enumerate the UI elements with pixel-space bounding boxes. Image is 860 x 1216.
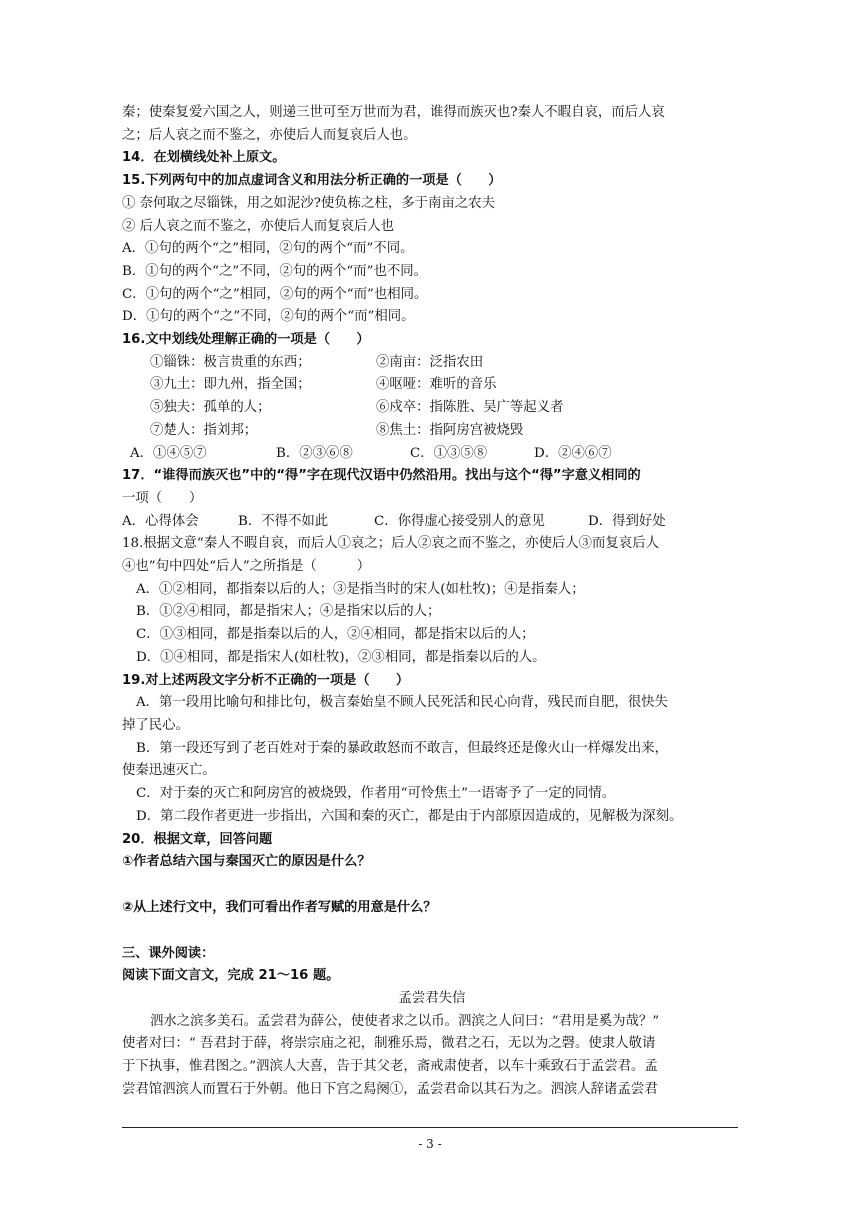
q17-option-d: D．得到好处 [588, 513, 666, 529]
q20-sub-2: ②从上述行文中，我们可看出作者写赋的用意是什么？ [122, 899, 437, 915]
q15-option-b: B．①句的两个“之”不同，②句的两个“而”也不同。 [122, 263, 428, 279]
q16-item: ①锱铢：极言贵重的东西； [150, 354, 311, 370]
q15-option-d: D．①句的两个“之”不同，②句的两个“而”相同。 [122, 309, 415, 325]
q18-option-a: A．①②相同，都指秦以后的人；③是指当时的宋人(如杜牧)；④是指秦人； [136, 581, 585, 597]
q16-item: ⑥戍卒：指陈胜、吴广等起义者 [376, 400, 564, 416]
question-20: 20．根据文章，回答问题 [122, 831, 273, 847]
section-3-intro: 阅读下面文言文，完成 21～16 题。 [122, 968, 340, 984]
q17-options [122, 511, 742, 534]
q16-option-a: A．①④⑤⑦ [130, 445, 207, 461]
q16-item: ②南亩：泛指农田 [376, 354, 484, 370]
question-19: 19.对上述两段文字分析不正确的一项是（ ） [122, 672, 410, 688]
q15-option-c: C．①句的两个“之”相同，②句的两个“而”也相同。 [122, 286, 428, 302]
q16-option-d: D．②④⑥⑦ [534, 445, 612, 461]
question-17: 17．“谁得而族灭也”中的“得”字在现代汉语中仍然沿用。找出与这个“得”字意义相同的 [122, 468, 641, 484]
q16-item: ④呕哑：难听的音乐 [376, 377, 497, 393]
answer-space [122, 920, 742, 943]
answer-space [122, 874, 742, 897]
q16-option-c: C．①③⑤⑧ [410, 445, 488, 461]
passage-line: 泗水之滨多美石。孟尝君为薛公，使使者求之以币。泗滨之人问曰：“君用是奚为哉？” [150, 1013, 660, 1029]
q16-item: ⑤独夫：孤单的人； [150, 400, 271, 416]
q19-option-b-cont: 使秦迅速灭亡。 [122, 763, 216, 779]
q16-options [122, 443, 742, 466]
q18-option-d: D．①④相同，都是指宋人(如杜牧)，②③相同，都是指秦以后的人。 [136, 649, 546, 665]
q19-option-a-cont: 掉了民心。 [122, 717, 189, 733]
q16-row [122, 420, 742, 443]
q16-row [122, 352, 742, 375]
question-14: 14．在划横线处补上原文。 [122, 150, 286, 166]
q16-item: ⑦楚人：指刘邦； [150, 422, 258, 438]
text-line: 秦；使秦复爱六国之人，则递三世可至万世而为君，谁得而族灭也?秦人不暇自哀，而后人哀 [122, 105, 665, 120]
q16-row [122, 374, 742, 397]
q15-option-a: A．①句的两个“之”相同，②句的两个“而”不同。 [122, 241, 414, 257]
q16-row [122, 397, 742, 420]
passage-line: 于下执事，惟君图之。”泗滨人大喜，告于其父老，斋戒肃使者，以车十乘致石于孟尝君。孟 [122, 1059, 658, 1075]
text-line: 之；后人哀之而不鉴之，亦使后人而复哀后人也。 [122, 127, 417, 143]
question-17-cont: 一项（ ） [122, 490, 203, 506]
q19-option-d: D．第二段作者更进一步指出，六国和秦的灭亡，都是由于内部原因造成的，见解极为深刻。 [136, 808, 683, 824]
question-18: 18.根据文意“秦人不暇自哀，而后人①哀之；后人②哀之而不鉴之，亦使后人③而复哀后人 [122, 536, 659, 552]
footer-rule [122, 1127, 738, 1128]
q17-option-a: A．心得体会 [122, 513, 199, 529]
q16-item: ⑧焦土：指阿房宫被烧毁 [376, 422, 524, 438]
q15-sentence-1: ① 奈何取之尽锱铢，用之如泥沙?使负栋之柱，多于南亩之农夫 [122, 195, 495, 211]
section-3-heading: 三、课外阅读： [122, 945, 215, 961]
question-16: 16.文中划线处理解正确的一项是（ ） [122, 332, 370, 348]
q16-option-b: B．②③⑥⑧ [276, 445, 353, 461]
q17-option-b: B．不得不如此 [238, 513, 329, 529]
question-18-cont: ④也”句中四处“后人”之所指是（ ） [122, 559, 371, 575]
passage-line: 使者对曰：“ 吾君封于薛，将崇宗庙之祀，制雅乐焉，微君之石，无以为之磬。使隶人敬请 [122, 1036, 656, 1052]
q19-option-a: A．第一段用比喻句和排比句，极言秦始皇不顾人民死活和民心向背，残民而自肥，很快失 [136, 695, 668, 711]
q17-option-c: C．你得虚心接受别人的意见 [374, 513, 545, 529]
document-page [122, 102, 742, 1102]
q18-option-b: B．①②④相同，都是指宋人；④是指宋以后的人； [136, 604, 441, 620]
page-number: - 3 - [418, 1137, 442, 1151]
passage-title: 孟尝君失信 [398, 991, 466, 1007]
q18-option-c: C．①③相同，都是指秦以后的人，②④相同，都是指宋以后的人； [136, 627, 535, 643]
passage-line: 尝君馆泗滨人而置石于外朝。他日下宫之舄阕①，孟尝君命以其石为之。泗滨人辞诸孟尝君 [122, 1081, 658, 1097]
question-15: 15.下列两句中的加点虚词含义和用法分析正确的一项是（ ） [122, 173, 502, 189]
q20-sub-1: ①作者总结六国与秦国灭亡的原因是什么？ [122, 854, 371, 870]
q19-option-c: C．对于秦的灭亡和阿房宫的被烧毁，作者用“可怜焦土”一语寄予了一定的同情。 [136, 786, 616, 802]
q15-sentence-2: ② 后人哀之而不鉴之，亦使后人而复哀后人也 [122, 218, 395, 234]
q16-item: ③九土：即九州，指全国； [150, 377, 311, 393]
q19-option-b: B．第一段还写到了老百姓对于秦的暴政敢怒而不敢言，但最终还是像火山一样爆发出来， [136, 740, 669, 756]
